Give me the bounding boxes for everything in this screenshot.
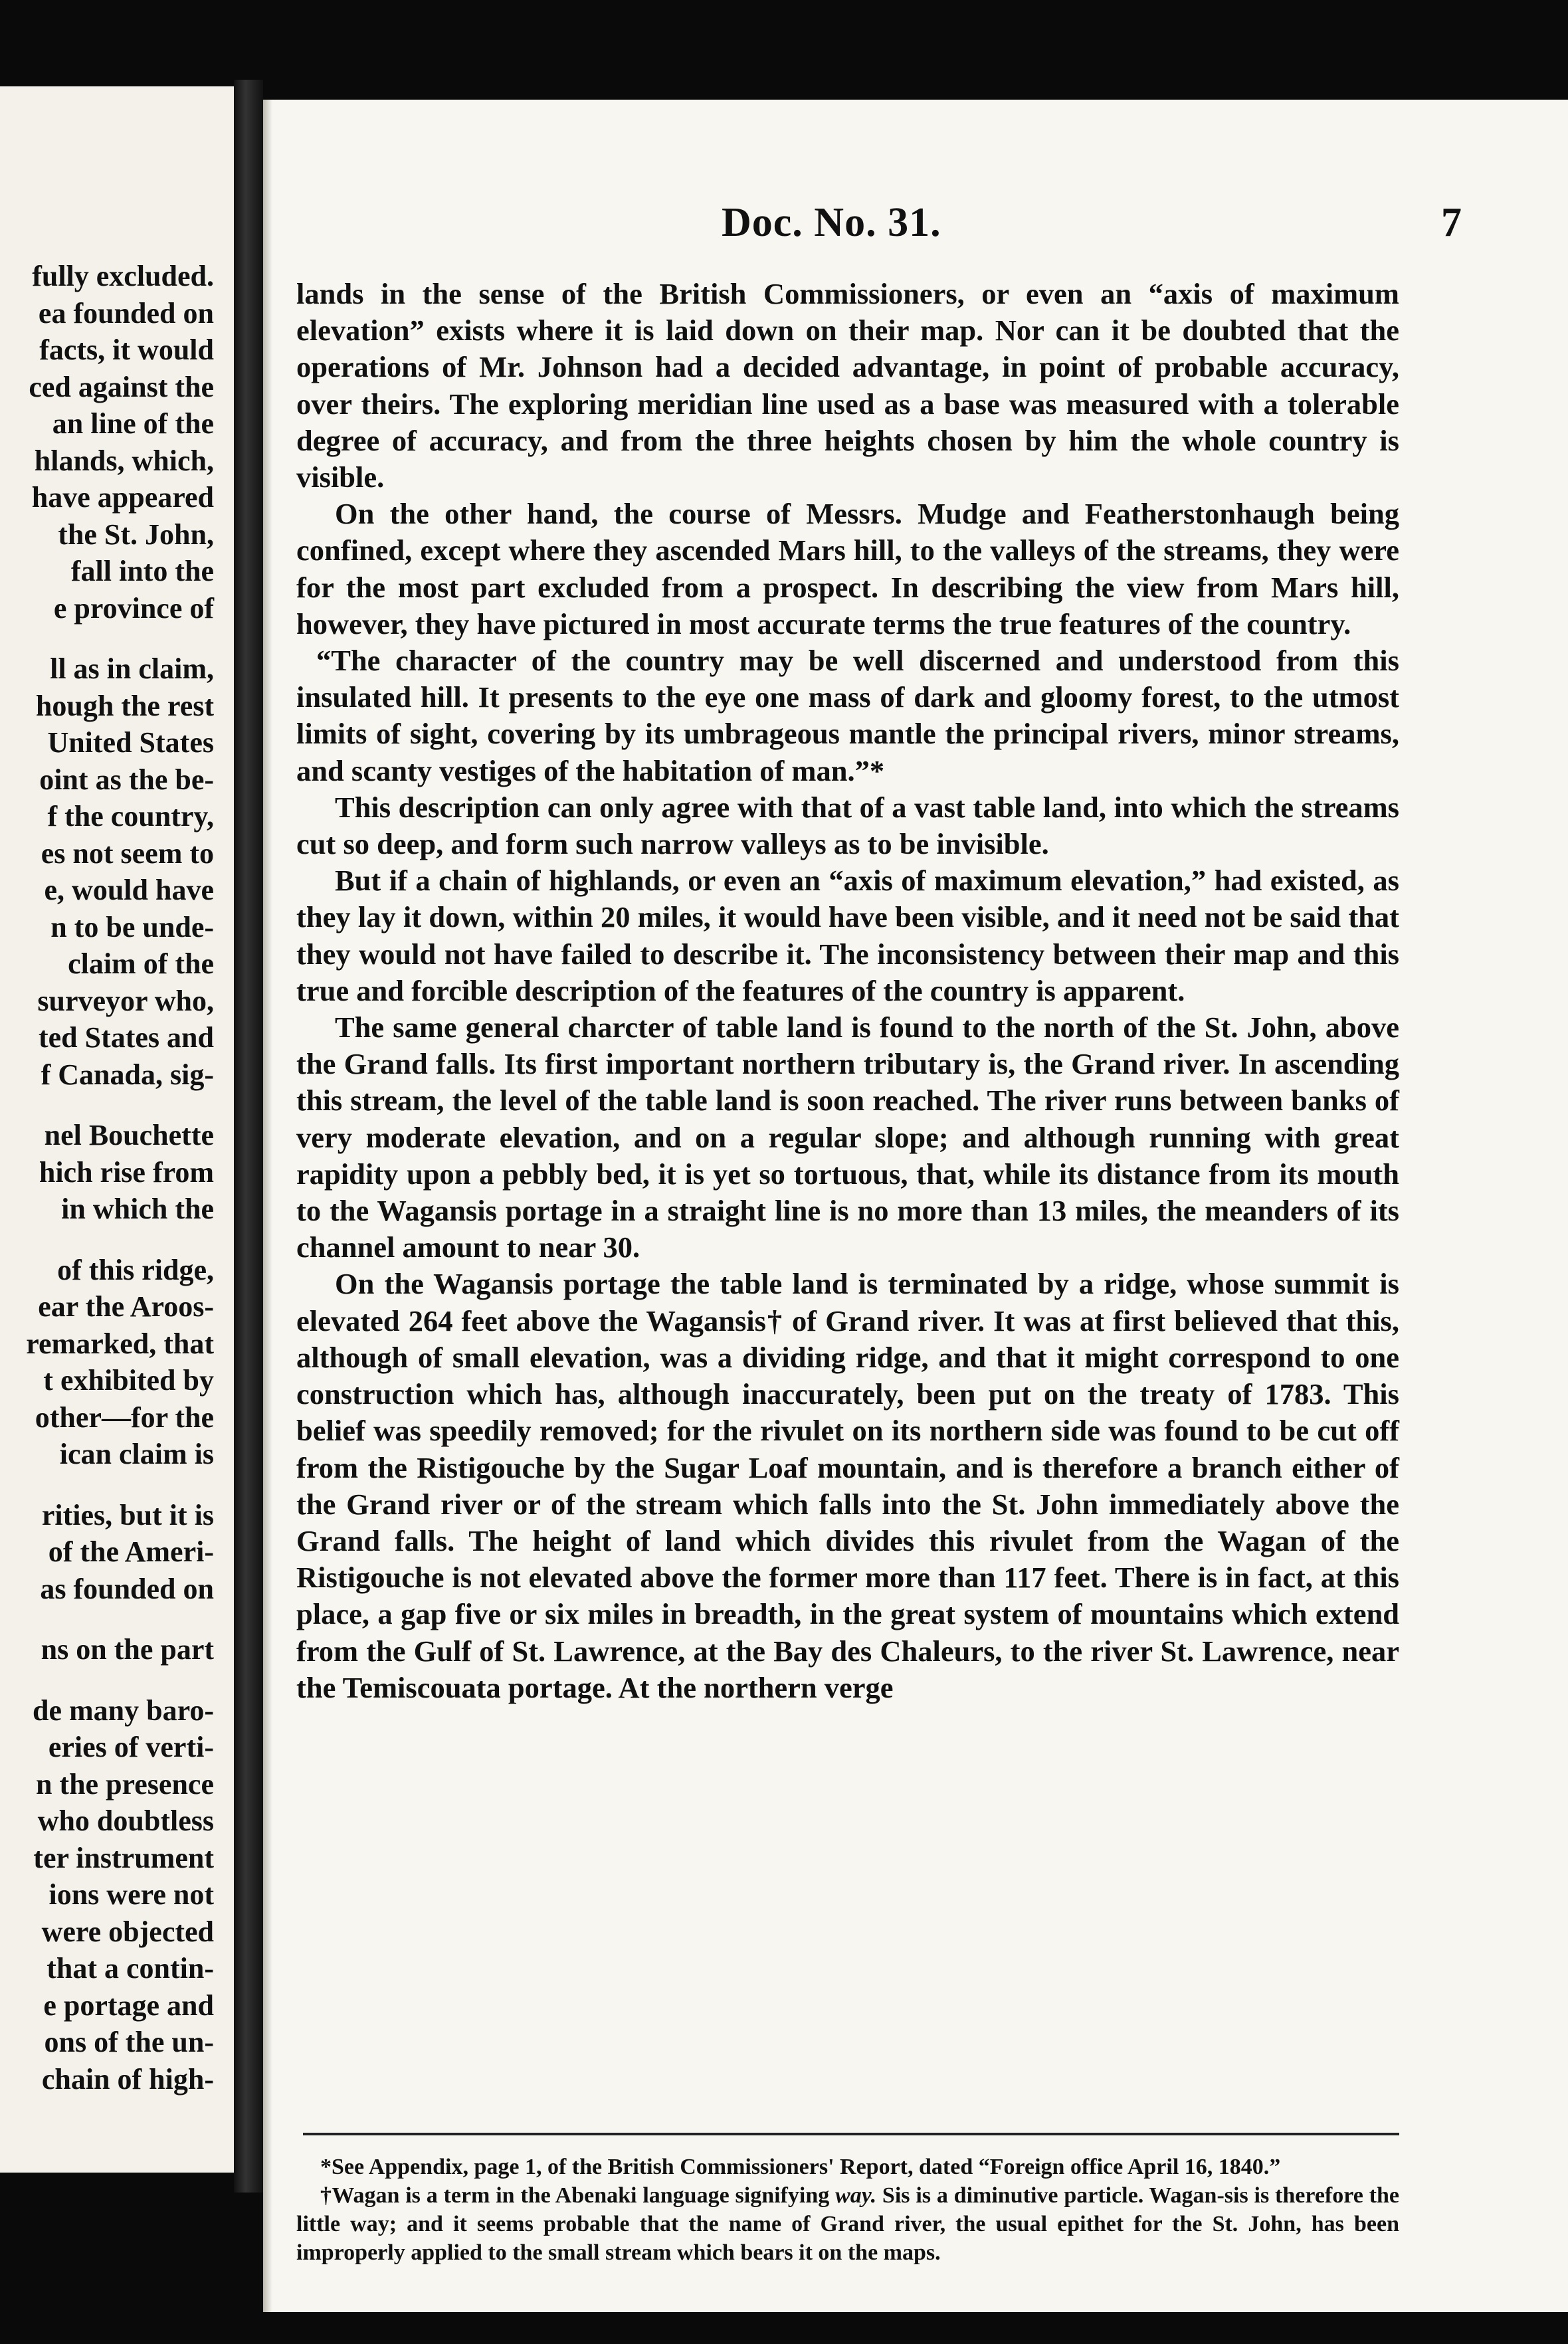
previous-page-line: hlands, which,: [34, 444, 214, 477]
previous-page-line: rities, but it is: [41, 1498, 214, 1531]
previous-page-line: surveyor who,: [37, 984, 214, 1017]
previous-page-line: e portage and: [43, 1989, 214, 2022]
paragraph: This description can only agree with that of a vast table land, into which the streams cut so deep, and form such narrow valleys as to be invisible.: [296, 790, 1399, 861]
previous-page-line: fall into the: [70, 555, 214, 587]
previous-page-line: as founded on: [40, 1572, 214, 1605]
previous-page-line: other—for the: [35, 1401, 214, 1434]
previous-page-line: who doubtless: [37, 1805, 214, 1837]
paragraph-continued: lands in the sense of the British Commissioners, or even an “axis of maximum elevation” exists where it is laid down on their map. Nor can it be doubted that the operations of Mr. Johnson had a decided advantage, in point of probable accuracy, over theirs. The exploring meridian line used as a base was measured with a tolerable degree of accuracy, and from the three heights chosen by him the whole country is visible.: [296, 277, 1399, 494]
previous-page-line: facts, it would: [39, 334, 214, 366]
page-number: 7: [1441, 200, 1462, 245]
previous-page-line: of the Ameri-: [48, 1535, 214, 1568]
previous-page-line: claim of the: [68, 947, 214, 980]
previous-page-line: ted States and: [38, 1021, 214, 1054]
previous-page-line: ll as in claim,: [50, 652, 214, 685]
document-page: [263, 100, 1568, 2312]
previous-page-line: es not seem to: [41, 836, 214, 870]
book-gutter: [234, 80, 263, 2193]
footnote-appendix: *See Appendix, page 1, of the British Commissioners' Report, dated “Foreign office April 16, 1840.”: [320, 2155, 1281, 2179]
previous-page-line: e province of: [53, 591, 214, 625]
previous-page-line: hough the rest: [35, 689, 214, 722]
previous-page-line: the St. John,: [58, 518, 214, 551]
previous-page-line: t exhibited by: [43, 1364, 214, 1397]
line-gap: [0, 1228, 214, 1252]
previous-page-line: remarked, that: [26, 1327, 214, 1360]
previous-page-line: eries of verti-: [48, 1731, 214, 1763]
footnotes: [296, 2153, 1399, 2267]
line-gap: [0, 1607, 214, 1631]
footnote-wagan: [296, 2181, 1399, 2267]
previous-page-line: de many baro-: [33, 1694, 214, 1727]
previous-page-line: ter instrument: [33, 1841, 214, 1874]
previous-page-line: in which the: [61, 1193, 214, 1225]
previous-page-line: ear the Aroos-: [38, 1290, 214, 1323]
previous-page-line: ions were not: [49, 1878, 214, 1911]
previous-page-line: oint as the be-: [39, 763, 214, 796]
previous-page-line: ns on the part: [41, 1633, 214, 1666]
previous-page-line: hich rise from: [39, 1155, 214, 1189]
footnote-wagan-text-a: †Wagan is a term in the Abenaki language signifying: [320, 2183, 836, 2208]
previous-page-line: that a contin-: [47, 1952, 214, 1985]
paragraph: But if a chain of highlands, or even an “axis of maximum elevation,” had existed, as they lay it down, within 20 miles, it would have been visible, and it need not be said that they would not have failed to describe it. The inconsistency between their map and this true and forcible description of the features of the country is apparent.: [296, 864, 1399, 1007]
previous-page-line: f the country,: [47, 800, 214, 832]
previous-page-line: n to be unde-: [50, 910, 214, 943]
footnote-divider: [303, 2133, 1399, 2135]
previous-page-line: nel Bouchette: [44, 1119, 214, 1151]
footnote-wagan-text-b: Sis is a diminutive particle. Wagan-sis is therefore the little way; and it seems probable that the name of Grand river, the usual epithet for the St. John, has been improperly applied to the small stream which bears it on the maps.: [296, 2183, 1399, 2265]
previous-page-fragment: [0, 86, 234, 2173]
previous-page-line: f Canada, sig-: [41, 1058, 214, 1091]
paragraph: On the Wagansis portage the table land is terminated by a ridge, whose summit is elevated 264 feet above the Wagansis† of Grand river. It was at first believed that this, although of small elevation, was a dividing ridge, and that it might correspond to one construction which has, although inaccurately, been put on the treaty of 1783. This belief was speedily removed; for the rivulet on its northern side was found to be cut off from the Ristigouche by the Sugar Loaf mountain, and is therefore a branch either of the Grand river or of the stream which falls into the St. John immediately above the Grand falls. The height of land which divides this rivulet from the Wagan of the Ristigouche is not elevated above the former more than 117 feet. There is in fact, at this place, a gap five or six miles in breadth, in the great system of mountains which extend from the Gulf of St. Lawrence, at the Bay des Chaleurs, to the river St. Lawrence, near the Temiscouata portage. At the northern verge: [296, 1267, 1399, 1704]
line-gap: [0, 627, 214, 650]
quotation-paragraph: “The character of the country may be well discerned and understood from this insulated hill. It presents to the eye one mass of dark and gloomy forest, to the utmost limits of sight, covering by its umbrageous mantle the principal rivers, minor streams, and scanty vestiges of the habitation of man.”*: [296, 644, 1399, 787]
previous-page-line: chain of high-: [41, 2062, 214, 2096]
previous-page-line: fully excluded.: [32, 260, 214, 292]
previous-page-line: ced against the: [29, 370, 214, 403]
running-head: Doc. No. 31.: [722, 200, 941, 245]
paragraph: The same general charcter of table land is found to the north of the St. John, above the Grand falls. Its first important northern tributary is, the Grand river. In ascending this stream, the level of the table land is soon reached. The river runs between banks of very moderate elevation, and on a regular slope; and although running with great rapidity upon a pebbly bed, it is yet so tortuous, that, while its distance from its mouth to the Wagansis portage in a straight line is no more than 13 miles, the meanders of its channel amount to near 30.: [296, 1011, 1399, 1264]
line-gap: [0, 1668, 214, 1692]
line-gap: [0, 1473, 214, 1497]
previous-page-line: ons of the un-: [44, 2026, 214, 2058]
line-gap: [0, 1093, 214, 1117]
previous-page-line: of this ridge,: [57, 1253, 214, 1286]
previous-page-line: were objected: [41, 1915, 214, 1948]
previous-page-line: have appeared: [31, 481, 214, 514]
paragraph: On the other hand, the course of Messrs. Mudge and Featherstonhaugh being confined, except where they ascended Mars hill, to the valleys of the streams, they were for the most part excluded from a prospect. In describing the view from Mars hill, however, they have pictured in most accurate terms the true features of the country.: [296, 497, 1399, 640]
previous-page-line: ican claim is: [59, 1438, 214, 1470]
body-text: [296, 276, 1399, 1706]
footnote-wagan-italic: way.: [835, 2183, 877, 2208]
previous-page-line: e, would have: [44, 874, 214, 906]
previous-page-text: [0, 258, 214, 2098]
previous-page-line: ea founded on: [38, 296, 214, 330]
previous-page-line: United States: [47, 726, 214, 759]
previous-page-line: n the presence: [35, 1767, 214, 1801]
previous-page-line: an line of the: [52, 407, 214, 440]
